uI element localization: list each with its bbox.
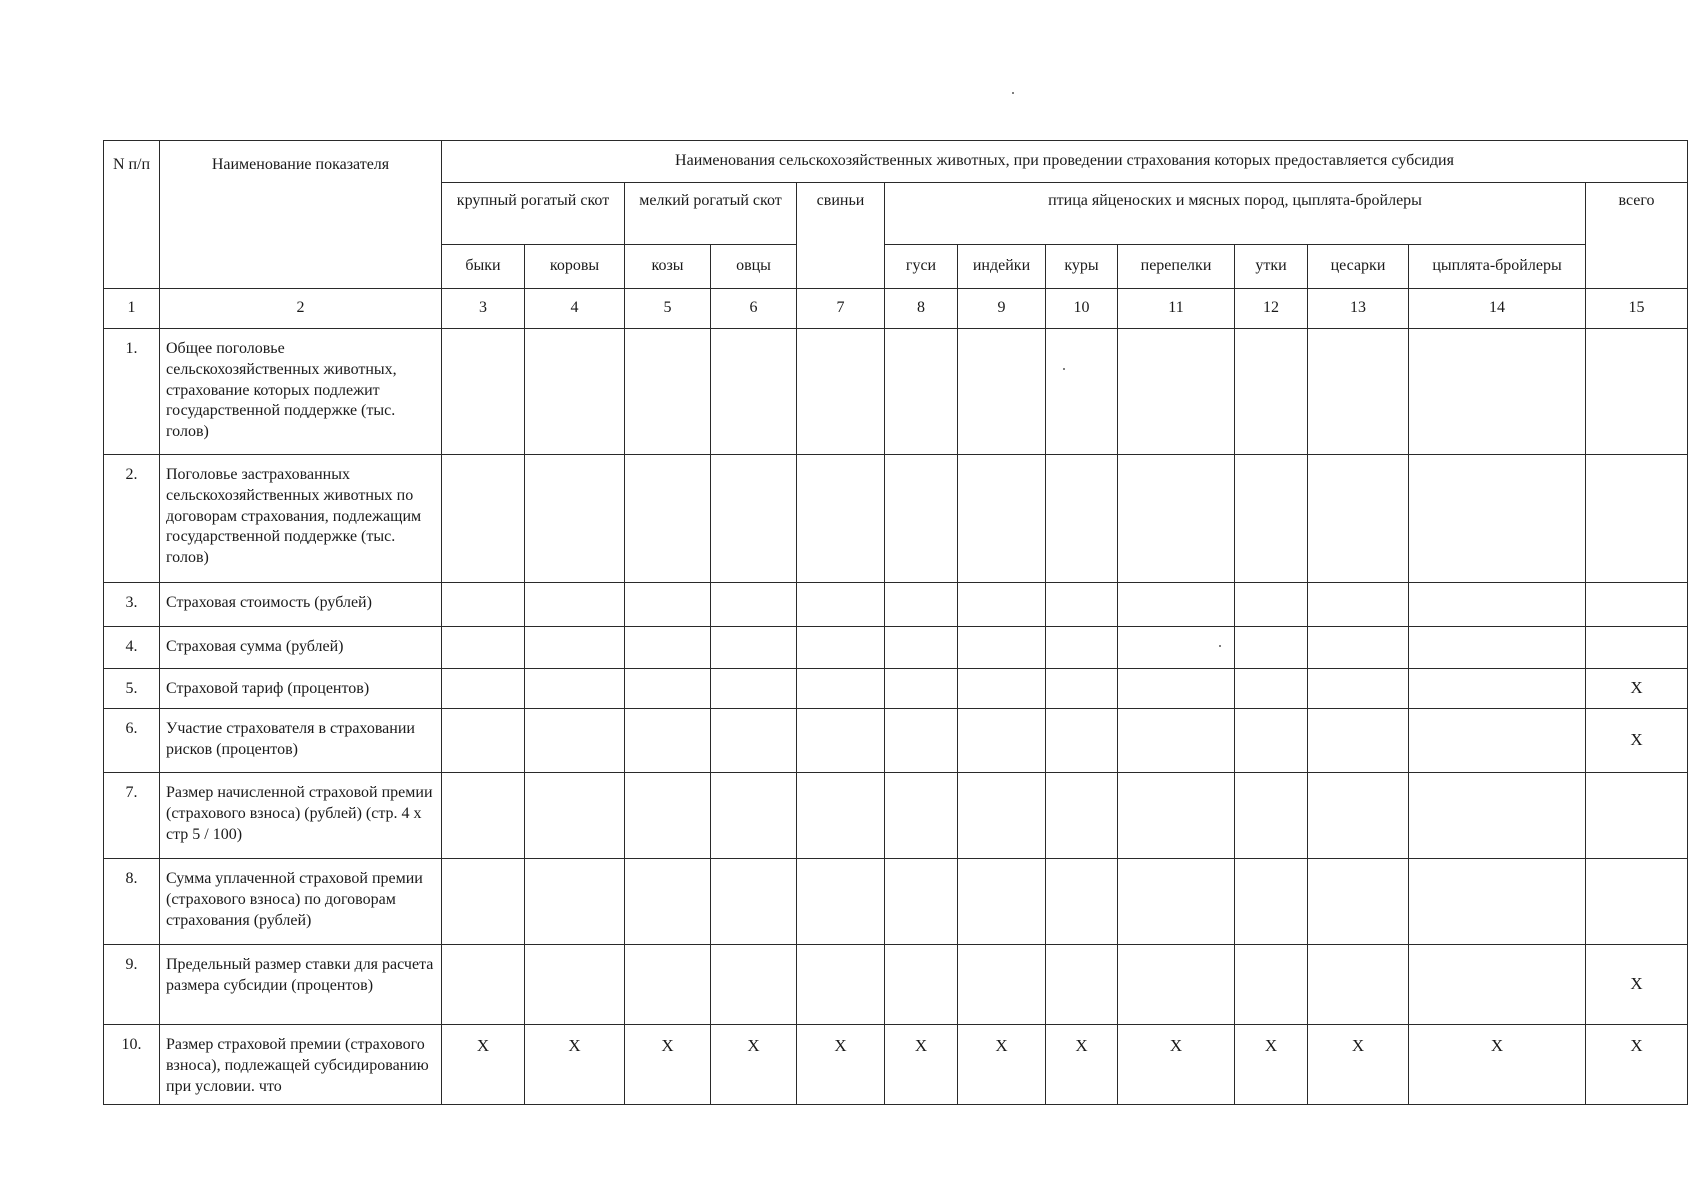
indicator-name: Страховой тариф (процентов) bbox=[160, 669, 442, 709]
value-cell[interactable] bbox=[625, 329, 711, 455]
value-cell[interactable]: Х bbox=[1586, 709, 1688, 773]
table-row bbox=[104, 329, 1688, 455]
group-cattle-header: крупный рогатый скот bbox=[442, 183, 625, 245]
value-cell[interactable] bbox=[958, 709, 1046, 773]
value-cell[interactable] bbox=[1409, 455, 1586, 583]
row-number: 1. bbox=[104, 329, 160, 455]
value-cell[interactable] bbox=[1235, 455, 1308, 583]
value-cell[interactable]: Х bbox=[1586, 945, 1688, 1025]
value-cell[interactable] bbox=[1586, 627, 1688, 669]
value-cell[interactable] bbox=[958, 583, 1046, 627]
value-cell[interactable]: Х bbox=[958, 1025, 1046, 1105]
table-row bbox=[104, 773, 1688, 859]
value-cell[interactable] bbox=[1409, 669, 1586, 709]
table-row bbox=[104, 669, 1688, 709]
value-cell[interactable]: Х bbox=[525, 1025, 625, 1105]
row-number: 8. bbox=[104, 859, 160, 945]
value-cell[interactable] bbox=[711, 773, 797, 859]
value-cell[interactable] bbox=[525, 669, 625, 709]
group-poultry-header: птица яйценоских и мясных пород, цыплята-бройлеры bbox=[885, 183, 1586, 245]
value-cell[interactable] bbox=[885, 859, 958, 945]
value-cell[interactable] bbox=[1118, 859, 1235, 945]
value-cell[interactable] bbox=[442, 709, 525, 773]
column-index: 6 bbox=[711, 289, 797, 329]
column-index-row bbox=[104, 289, 1688, 329]
value-cell[interactable] bbox=[525, 329, 625, 455]
value-cell[interactable] bbox=[1308, 773, 1409, 859]
value-cell[interactable] bbox=[1118, 709, 1235, 773]
sub-header-ducks: утки bbox=[1235, 245, 1308, 289]
value-cell[interactable]: Х bbox=[1046, 1025, 1118, 1105]
value-cell[interactable] bbox=[958, 455, 1046, 583]
value-cell[interactable] bbox=[442, 329, 525, 455]
value-cell[interactable] bbox=[1586, 773, 1688, 859]
sub-header-guinea-fowl: цесарки bbox=[1308, 245, 1409, 289]
value-cell[interactable] bbox=[525, 945, 625, 1025]
value-cell[interactable] bbox=[1235, 859, 1308, 945]
value-cell[interactable] bbox=[1046, 583, 1118, 627]
value-cell[interactable] bbox=[625, 627, 711, 669]
value-cell[interactable] bbox=[1308, 945, 1409, 1025]
value-cell[interactable] bbox=[885, 329, 958, 455]
indicator-table bbox=[103, 140, 1688, 1105]
indicator-name: Предельный размер ставки для расчета размера субсидии (процентов) bbox=[160, 945, 442, 1025]
value-cell[interactable] bbox=[1235, 583, 1308, 627]
value-cell[interactable] bbox=[1586, 583, 1688, 627]
value-cell[interactable] bbox=[1046, 709, 1118, 773]
row-number: 9. bbox=[104, 945, 160, 1025]
indicator-name: Размер начисленной страховой премии (страхового взноса) (рублей) (стр. 4 х стр 5 / 100) bbox=[160, 773, 442, 859]
value-cell[interactable] bbox=[1118, 945, 1235, 1025]
value-cell[interactable] bbox=[525, 627, 625, 669]
sub-header-broilers: цыплята-бройлеры bbox=[1409, 245, 1586, 289]
value-cell[interactable] bbox=[797, 859, 885, 945]
value-cell[interactable] bbox=[958, 773, 1046, 859]
value-cell[interactable] bbox=[1409, 945, 1586, 1025]
value-cell[interactable] bbox=[625, 709, 711, 773]
value-cell[interactable] bbox=[1046, 455, 1118, 583]
value-cell[interactable] bbox=[1118, 773, 1235, 859]
value-cell[interactable] bbox=[1235, 627, 1308, 669]
value-cell[interactable] bbox=[711, 583, 797, 627]
column-index: 10 bbox=[1046, 289, 1118, 329]
column-index: 1 bbox=[104, 289, 160, 329]
row-number: 5. bbox=[104, 669, 160, 709]
row-number: 10. bbox=[104, 1025, 160, 1105]
value-cell[interactable] bbox=[711, 859, 797, 945]
sub-header-goats: козы bbox=[625, 245, 711, 289]
value-cell[interactable] bbox=[1409, 627, 1586, 669]
value-cell[interactable] bbox=[1586, 859, 1688, 945]
sub-header-chickens: куры bbox=[1046, 245, 1118, 289]
value-cell[interactable] bbox=[1118, 669, 1235, 709]
value-cell[interactable]: Х bbox=[1235, 1025, 1308, 1105]
sub-header-bulls: быки bbox=[442, 245, 525, 289]
value-cell[interactable] bbox=[1308, 583, 1409, 627]
value-cell[interactable] bbox=[1046, 329, 1118, 455]
sub-header-turkeys: индейки bbox=[958, 245, 1046, 289]
value-cell[interactable]: Х bbox=[1586, 1025, 1688, 1105]
value-cell[interactable] bbox=[442, 627, 525, 669]
value-cell[interactable] bbox=[1586, 329, 1688, 455]
value-cell[interactable] bbox=[442, 945, 525, 1025]
value-cell[interactable] bbox=[625, 773, 711, 859]
value-cell[interactable] bbox=[442, 669, 525, 709]
value-cell[interactable] bbox=[1409, 773, 1586, 859]
scan-speck bbox=[1063, 368, 1065, 370]
value-cell[interactable]: Х bbox=[1118, 1025, 1235, 1105]
value-cell[interactable] bbox=[958, 945, 1046, 1025]
value-cell[interactable] bbox=[885, 945, 958, 1025]
value-cell[interactable] bbox=[1046, 945, 1118, 1025]
table-row bbox=[104, 627, 1688, 669]
value-cell[interactable]: Х bbox=[1409, 1025, 1586, 1105]
column-index: 13 bbox=[1308, 289, 1409, 329]
value-cell[interactable]: Х bbox=[711, 1025, 797, 1105]
value-cell[interactable] bbox=[797, 709, 885, 773]
value-cell[interactable] bbox=[711, 329, 797, 455]
indicator-name: Поголовье застрахованных сельскохозяйственных животных по договорам страхования, подлежащим государственной поддержке (тыс. голов) bbox=[160, 455, 442, 583]
value-cell[interactable] bbox=[885, 455, 958, 583]
column-index: 8 bbox=[885, 289, 958, 329]
table-row bbox=[104, 583, 1688, 627]
value-cell[interactable]: Х bbox=[625, 1025, 711, 1105]
value-cell[interactable] bbox=[1308, 329, 1409, 455]
row-number: 6. bbox=[104, 709, 160, 773]
header-row-1 bbox=[104, 141, 1688, 183]
value-cell[interactable] bbox=[625, 669, 711, 709]
value-cell[interactable] bbox=[1235, 773, 1308, 859]
row-number: 2. bbox=[104, 455, 160, 583]
animals-group-header: Наименования сельскохозяйственных животных, при проведении страхования которых предоставляется субсидия bbox=[442, 141, 1688, 183]
value-cell[interactable] bbox=[442, 773, 525, 859]
value-cell[interactable] bbox=[442, 583, 525, 627]
table-row bbox=[104, 455, 1688, 583]
value-cell[interactable] bbox=[797, 329, 885, 455]
value-cell[interactable]: Х bbox=[1308, 1025, 1409, 1105]
value-cell[interactable] bbox=[1308, 859, 1409, 945]
value-cell[interactable] bbox=[711, 669, 797, 709]
value-cell[interactable] bbox=[885, 709, 958, 773]
value-cell[interactable] bbox=[885, 669, 958, 709]
value-cell[interactable] bbox=[958, 627, 1046, 669]
value-cell[interactable] bbox=[625, 583, 711, 627]
value-cell[interactable] bbox=[442, 455, 525, 583]
row-number: 4. bbox=[104, 627, 160, 669]
group-total-header: всего bbox=[1586, 183, 1688, 289]
value-cell[interactable] bbox=[525, 709, 625, 773]
column-index: 2 bbox=[160, 289, 442, 329]
value-cell[interactable] bbox=[1235, 329, 1308, 455]
value-cell[interactable] bbox=[625, 945, 711, 1025]
column-index: 5 bbox=[625, 289, 711, 329]
value-cell[interactable] bbox=[1118, 627, 1235, 669]
value-cell[interactable] bbox=[1046, 773, 1118, 859]
value-cell[interactable] bbox=[711, 709, 797, 773]
value-cell[interactable] bbox=[885, 627, 958, 669]
table-body bbox=[104, 329, 1688, 1105]
sub-header-cows: коровы bbox=[525, 245, 625, 289]
group-pigs-header: свиньи bbox=[797, 183, 885, 289]
value-cell[interactable] bbox=[1409, 329, 1586, 455]
value-cell[interactable] bbox=[1308, 669, 1409, 709]
value-cell[interactable] bbox=[1308, 455, 1409, 583]
table-row bbox=[104, 945, 1688, 1025]
column-index: 11 bbox=[1118, 289, 1235, 329]
value-cell[interactable]: Х bbox=[797, 1025, 885, 1105]
row-number: 3. bbox=[104, 583, 160, 627]
value-cell[interactable] bbox=[885, 583, 958, 627]
value-cell[interactable] bbox=[625, 455, 711, 583]
value-cell[interactable] bbox=[1118, 329, 1235, 455]
value-cell[interactable] bbox=[885, 773, 958, 859]
value-cell[interactable] bbox=[1235, 669, 1308, 709]
value-cell[interactable] bbox=[797, 945, 885, 1025]
value-cell[interactable] bbox=[1308, 709, 1409, 773]
indicator-name: Общее поголовье сельскохозяйственных животных, страхование которых подлежит государственной поддержке (тыс. голов) bbox=[160, 329, 442, 455]
column-index: 12 bbox=[1235, 289, 1308, 329]
value-cell[interactable] bbox=[1409, 709, 1586, 773]
value-cell[interactable]: Х bbox=[442, 1025, 525, 1105]
value-cell[interactable] bbox=[797, 669, 885, 709]
value-cell[interactable] bbox=[1409, 583, 1586, 627]
value-cell[interactable] bbox=[797, 583, 885, 627]
column-index: 7 bbox=[797, 289, 885, 329]
value-cell[interactable] bbox=[958, 859, 1046, 945]
value-cell[interactable] bbox=[1046, 859, 1118, 945]
value-cell[interactable]: Х bbox=[1586, 669, 1688, 709]
table-row bbox=[104, 1025, 1688, 1105]
value-cell[interactable] bbox=[1409, 859, 1586, 945]
indicator-name: Страховая стоимость (рублей) bbox=[160, 583, 442, 627]
value-cell[interactable] bbox=[1046, 669, 1118, 709]
sub-header-sheep: овцы bbox=[711, 245, 797, 289]
sub-header-quails: перепелки bbox=[1118, 245, 1235, 289]
value-cell[interactable] bbox=[958, 329, 1046, 455]
table-row bbox=[104, 709, 1688, 773]
indicator-name: Сумма уплаченной страховой премии (страхового взноса) по договорам страхования (рублей) bbox=[160, 859, 442, 945]
column-index: 15 bbox=[1586, 289, 1688, 329]
col-num-header: N п/п bbox=[104, 141, 160, 289]
value-cell[interactable] bbox=[525, 583, 625, 627]
value-cell[interactable] bbox=[958, 669, 1046, 709]
value-cell[interactable] bbox=[442, 859, 525, 945]
value-cell[interactable] bbox=[525, 455, 625, 583]
col-name-header: Наименование показателя bbox=[160, 141, 442, 289]
column-index: 14 bbox=[1409, 289, 1586, 329]
value-cell[interactable] bbox=[1118, 583, 1235, 627]
column-index: 4 bbox=[525, 289, 625, 329]
value-cell[interactable] bbox=[525, 859, 625, 945]
value-cell[interactable] bbox=[1586, 455, 1688, 583]
indicator-name: Участие страхователя в страховании рисков (процентов) bbox=[160, 709, 442, 773]
scan-speck bbox=[1012, 92, 1014, 94]
value-cell[interactable] bbox=[625, 859, 711, 945]
value-cell[interactable] bbox=[797, 627, 885, 669]
value-cell[interactable] bbox=[711, 455, 797, 583]
value-cell[interactable] bbox=[711, 627, 797, 669]
group-small-cattle-header: мелкий рогатый скот bbox=[625, 183, 797, 245]
value-cell[interactable] bbox=[1046, 627, 1118, 669]
row-number: 7. bbox=[104, 773, 160, 859]
indicator-name: Размер страховой премии (страхового взноса), подлежащей субсидированию при условии. что bbox=[160, 1025, 442, 1105]
table-row bbox=[104, 859, 1688, 945]
value-cell[interactable] bbox=[1118, 455, 1235, 583]
value-cell[interactable] bbox=[711, 945, 797, 1025]
value-cell[interactable]: Х bbox=[885, 1025, 958, 1105]
scan-speck bbox=[1219, 645, 1221, 647]
value-cell[interactable] bbox=[797, 455, 885, 583]
value-cell[interactable] bbox=[797, 773, 885, 859]
sub-header-geese: гуси bbox=[885, 245, 958, 289]
indicator-name: Страховая сумма (рублей) bbox=[160, 627, 442, 669]
value-cell[interactable] bbox=[1235, 945, 1308, 1025]
value-cell[interactable] bbox=[525, 773, 625, 859]
column-index: 9 bbox=[958, 289, 1046, 329]
column-index: 3 bbox=[442, 289, 525, 329]
value-cell[interactable] bbox=[1235, 709, 1308, 773]
value-cell[interactable] bbox=[1308, 627, 1409, 669]
